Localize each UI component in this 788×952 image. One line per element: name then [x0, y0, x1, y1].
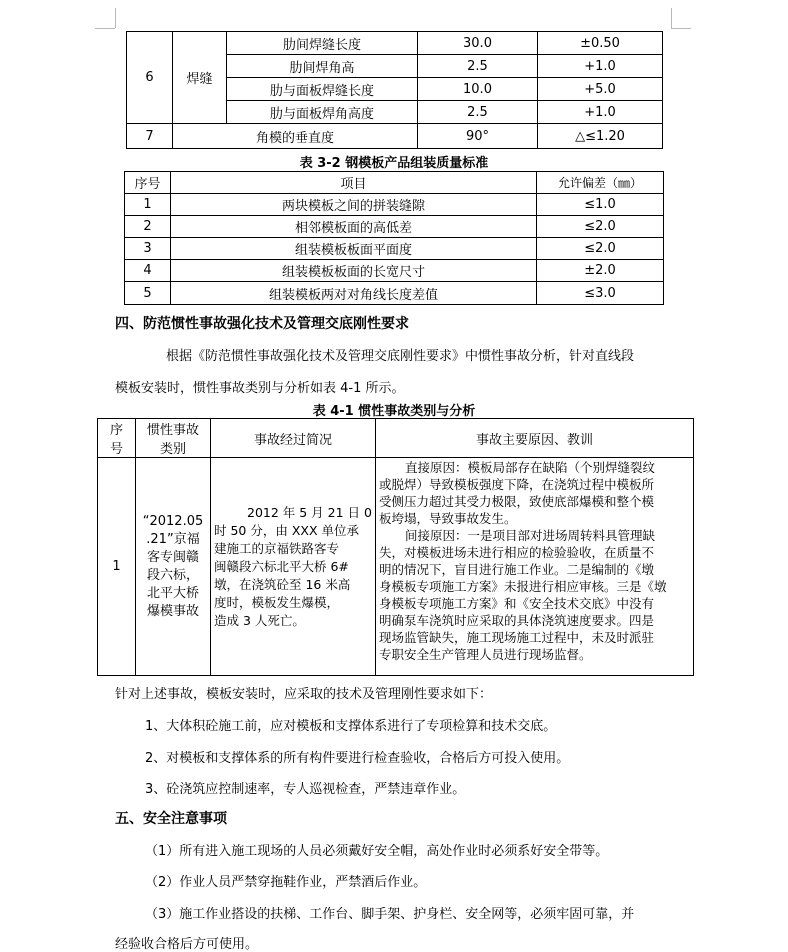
group-name: 焊缝 [173, 32, 227, 124]
table-row [125, 282, 664, 305]
cause-line: 受侧压力超过其受力极限，致使底部爆模和整个模 [379, 494, 655, 509]
measure-item-1: 1、大体积砼施工前，应对模板和支撑体系进行了专项检算和技术交底。 [145, 719, 557, 734]
cause-line: 身模板专项施工方案》和《安全技术交底》中没有 [379, 596, 655, 611]
process-line: 时 50 分，由 XXX 单位承 [214, 522, 359, 538]
section-4-para-line1: 根据《防范惯性事故强化技术及管理交底刚性要求》中惯性事故分析，针对直线段 [166, 349, 635, 364]
category-line: 北平大桥 [146, 585, 199, 601]
row-no: 4 [125, 260, 171, 282]
row-no: 2 [125, 216, 171, 238]
category-line: 段六标， [146, 567, 199, 583]
measure-item-3: 3、砼浇筑应控制速率，专人巡视检查，严禁违章作业。 [145, 782, 466, 797]
table-4-1 [97, 418, 694, 676]
row-item: 组装模板板面的长宽尺寸 [171, 260, 537, 282]
table-3-2-caption: 表 3-2 钢模板产品组装质量标准 [299, 156, 489, 171]
table-row [127, 32, 663, 55]
table-row [125, 194, 664, 216]
cause-line: 间接原因：一是项目部对进场周转料具管理缺 [405, 528, 656, 543]
table-row [125, 238, 664, 260]
header-category [136, 419, 211, 458]
row-item: 两块模板之间的拼装缝隙 [171, 194, 537, 216]
margin-mark-top-left [115, 8, 116, 28]
item: 肋与面板焊角高度 [227, 101, 418, 124]
category-line: 客专闽赣 [146, 549, 199, 565]
row-cause [376, 458, 694, 676]
header-process: 事故经过简况 [211, 419, 376, 458]
process-line: 墩，在浇筑砼至 16 米高 [214, 576, 351, 592]
cause-line: 专职安全生产管理人员进行现场监督。 [379, 647, 592, 662]
tolerance: +5.0 [538, 78, 663, 101]
category-line: 爆模事故 [146, 603, 199, 619]
header-category-line: 惯性事故 [146, 423, 199, 438]
process-line: 2012 年 5 月 21 日 0 [247, 504, 372, 520]
row-tolerance: ≤1.0 [537, 194, 664, 216]
safety-item-2: （2）作业人员严禁穿拖鞋作业，严禁酒后作业。 [145, 875, 427, 890]
process-line: 度时，模板发生爆模， [214, 594, 340, 610]
table-header-row [98, 419, 694, 458]
margin-mark-top-left-h [95, 28, 115, 29]
header-cause: 事故主要原因、教训 [376, 419, 694, 458]
row-no: 3 [125, 238, 171, 260]
header-no-line: 号 [109, 442, 123, 457]
process-line: 建施工的京福铁路客专 [214, 540, 340, 556]
row-tolerance: ±2.0 [537, 260, 664, 282]
row-tolerance: ≤2.0 [537, 238, 664, 260]
table-4-1-caption: 表 4-1 惯性事故类别与分析 [312, 404, 476, 419]
table-row [127, 124, 663, 149]
tolerance: ±0.50 [538, 32, 663, 55]
category-line: .21”京福 [146, 531, 200, 547]
value: 2.5 [418, 101, 538, 124]
row-no: 1 [125, 194, 171, 216]
row-tolerance: ≤2.0 [537, 216, 664, 238]
process-line: 造成 3 人死亡。 [214, 612, 305, 628]
measure-item-2: 2、对模板和支撑体系的所有构件要进行检查验收，合格后方可投入使用。 [145, 751, 570, 766]
header-tolerance: 允许偏差（㎜） [537, 172, 664, 194]
safety-item-3-cont: 经验收合格后方可使用。 [115, 937, 259, 952]
row-process [211, 458, 376, 676]
header-no: 序号 [125, 172, 171, 194]
row-no: 5 [125, 282, 171, 305]
measures-intro: 针对上述事故，模板安装时，应采取的技术及管理刚性要求如下： [115, 687, 493, 702]
cause-line: 身模板专项施工方案》未报进行相应审核。三是《墩 [379, 579, 667, 594]
section-4-heading: 四、防范惯性事故强化技术及管理交底刚性要求 [115, 316, 409, 332]
value: 90° [418, 124, 538, 149]
row-no: 7 [127, 124, 173, 149]
top-tolerance-table [126, 31, 663, 149]
tolerance: △≤1.20 [538, 124, 663, 149]
table-3-2 [124, 171, 664, 305]
cause-line: 明的情况下，盲目进行施工作业。二是编制的《墩 [379, 562, 655, 577]
value: 10.0 [418, 78, 538, 101]
section-5-heading: 五、安全注意事项 [115, 811, 227, 827]
tolerance: +1.0 [538, 101, 663, 124]
cause-line: 直接原因：模板局部存在缺陷（个别焊缝裂纹 [405, 460, 656, 475]
header-no-line: 序 [109, 423, 123, 438]
safety-item-3: （3）施工作业搭设的扶梯、工作台、脚手架、护身栏、安全网等，必须牢固可靠，并 [145, 907, 635, 922]
table-row [98, 458, 694, 676]
margin-mark-top-right [671, 8, 672, 28]
cause-line: 现场监管缺失，施工现场施工过程中，未及时派驻 [379, 630, 655, 645]
category-line: “2012.05 [142, 513, 204, 529]
group-no: 6 [127, 32, 173, 124]
table-row [125, 260, 664, 282]
cause-line: 或脱焊）导致模板强度下降，在浇筑过程中模板所 [379, 477, 655, 492]
header-category-line: 类别 [159, 442, 186, 457]
value: 30.0 [418, 32, 538, 55]
item: 角模的垂直度 [173, 124, 418, 149]
header-item: 项目 [171, 172, 537, 194]
row-item: 组装模板板面平面度 [171, 238, 537, 260]
tolerance: +1.0 [538, 55, 663, 78]
cause-line: 失，对模板进场未进行相应的检验验收，在质量不 [379, 545, 655, 560]
margin-mark-top-right-h [671, 28, 691, 29]
item: 肋与面板焊缝长度 [227, 78, 418, 101]
value: 2.5 [418, 55, 538, 78]
row-category [136, 458, 211, 676]
row-no: 1 [98, 458, 136, 676]
row-item: 相邻模板面的高低差 [171, 216, 537, 238]
table-row [125, 216, 664, 238]
cause-line: 明确泵车浇筑时应采取的具体浇筑速度要求。四是 [379, 613, 655, 628]
row-tolerance: ≤3.0 [537, 282, 664, 305]
header-no [98, 419, 136, 458]
item: 肋间焊缝长度 [227, 32, 418, 55]
section-4-para-line2: 模板安装时，惯性事故类别与分析如表 4-1 所示。 [115, 381, 405, 396]
table-header-row [125, 172, 664, 194]
row-item: 组装模板两对对角线长度差值 [171, 282, 537, 305]
safety-item-1: （1）所有进入施工现场的人员必须戴好安全帽，高处作业时必须系好安全带等。 [145, 844, 609, 859]
process-line: 闽赣段六标北平大桥 6# [214, 558, 349, 574]
cause-line: 板垮塌，导致事故发生。 [379, 511, 517, 526]
item: 肋间焊角高 [227, 55, 418, 78]
